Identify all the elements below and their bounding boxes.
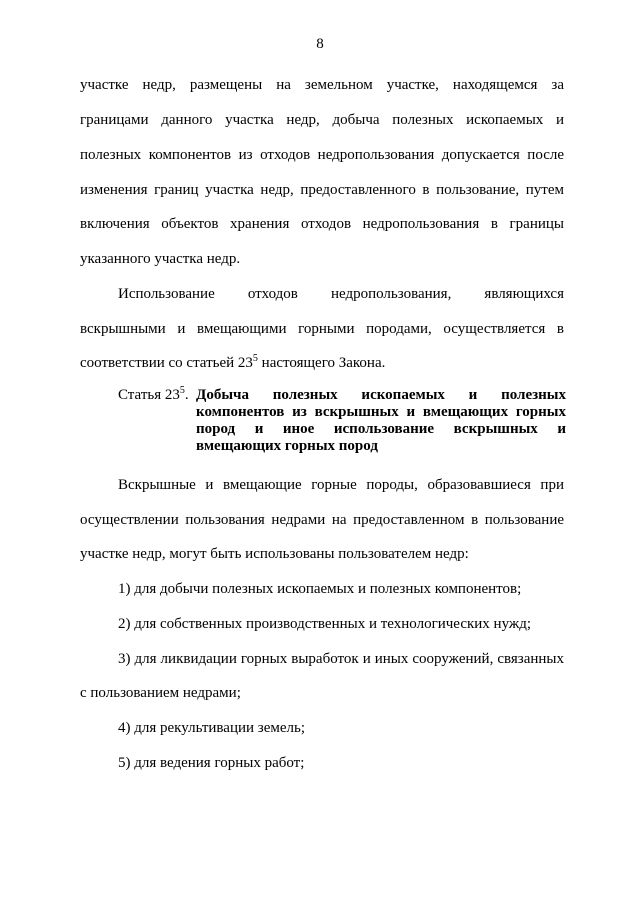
- list-item: 2) для собственных производственных и технологических нужд;: [118, 616, 532, 632]
- article-label-text: Статья 23: [118, 387, 180, 403]
- article-heading-line: вмещающих горных пород: [196, 438, 378, 454]
- list-item: 3) для ликвидации горных выработок и иных сооружений, связанных: [118, 651, 564, 667]
- text-line: Использование отходов недропользования, являющихся: [118, 286, 564, 302]
- list-item-continuation: с пользованием недрами;: [80, 685, 241, 701]
- text-line: осуществлении пользования недрами на предоставленном в пользование: [80, 512, 564, 528]
- text-fragment: соответствии со статьей 23: [80, 355, 253, 371]
- text-line: [80, 354, 385, 372]
- text-line: указанного участка недр.: [80, 251, 241, 267]
- list-item: 1) для добычи полезных ископаемых и полезных компонентов;: [118, 581, 522, 597]
- text-line: участке недр, размещены на земельном участке, находящемся за: [80, 77, 564, 93]
- article-heading-line: компонентов из вскрышных и вмещающих горных: [196, 404, 566, 420]
- text-line: границами данного участка недр, добыча полезных ископаемых и: [80, 112, 564, 128]
- article-label: [118, 386, 189, 404]
- text-line: включения объектов хранения отходов недропользования в границы: [80, 216, 564, 232]
- article-label-dot: .: [184, 387, 189, 403]
- text-line: участке недр, могут быть использованы пользователем недр:: [80, 546, 469, 562]
- text-line: полезных компонентов из отходов недропользования допускается после: [80, 147, 564, 163]
- list-item: 4) для рекультивации земель;: [118, 720, 306, 736]
- page-number: 8: [316, 36, 324, 52]
- list-item: 5) для ведения горных работ;: [118, 755, 305, 771]
- text-line: Вскрышные и вмещающие горные породы, образовавшиеся при: [118, 477, 564, 493]
- superscript: 5: [252, 353, 258, 364]
- text-line: вскрышными и вмещающими горными породами, осуществляется в: [80, 321, 564, 337]
- text-fragment: настоящего Закона.: [257, 355, 386, 371]
- text-line: изменения границ участка недр, предоставленного в пользование, путем: [80, 182, 564, 198]
- superscript: 5: [179, 385, 185, 396]
- article-heading-line: пород и иное использование вскрышных и: [196, 421, 566, 437]
- article-heading-line: Добыча полезных ископаемых и полезных: [196, 387, 566, 403]
